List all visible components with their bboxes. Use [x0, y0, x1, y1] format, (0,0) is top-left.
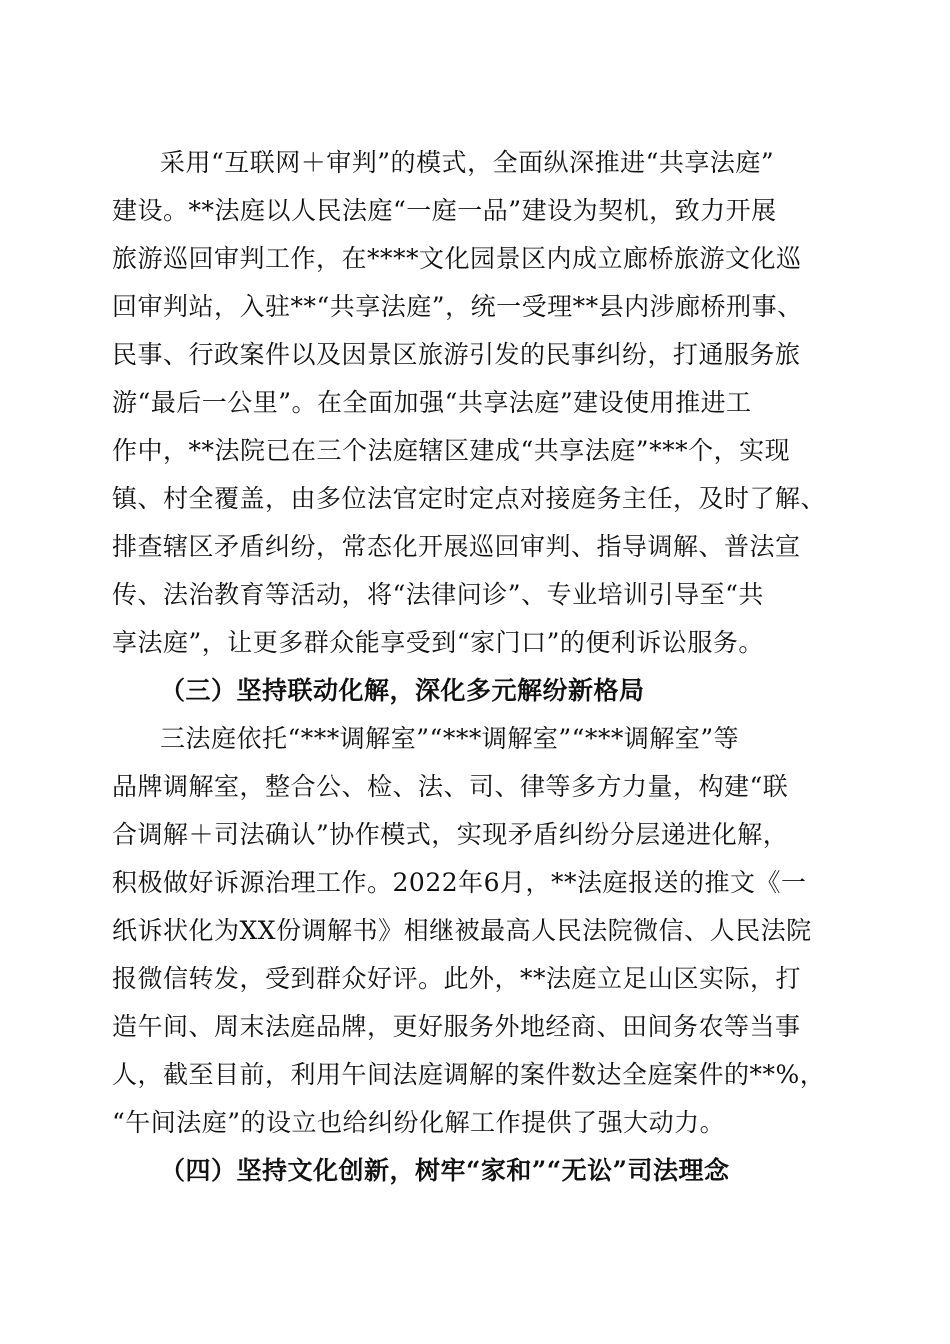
- paragraph-line: 积极做好诉源治理工作。2022年6月，**法庭报送的推文《一: [112, 868, 807, 897]
- paragraph-line: 建设。**法庭以人民法庭“一庭一品”建设为契机，致力开展: [112, 196, 777, 225]
- paragraph-line: 旅游巡回审判工作，在****文化园景区内成立廊桥旅游文化巡: [112, 244, 802, 273]
- section-heading-4: （四）坚持文化创新，树牢“家和”“无讼”司法理念: [160, 1156, 730, 1185]
- paragraph-line: 享法庭”，让更多群众能享受到“家门口”的便利诉讼服务。: [112, 628, 764, 657]
- paragraph-line: “午间法庭”的设立也给纠纷化解工作提供了强大动力。: [112, 1108, 726, 1137]
- section-heading-3: （三）坚持联动化解，深化多元解纷新格局: [160, 676, 645, 705]
- paragraph-line: 传、法治教育等活动，将“法律问诊”、专业培训引导至“共: [112, 580, 764, 609]
- paragraph-line: 报微信转发，受到群众好评。此外，**法庭立足山区实际，打: [112, 964, 802, 993]
- paragraph-line: 纸诉状化为XX份调解书》相继被最高人民法院微信、人民法院: [112, 916, 812, 945]
- paragraph-line: 三法庭依托“***调解室”“***调解室”“***调解室”等: [160, 724, 740, 753]
- paragraph-line: 排查辖区矛盾纠纷，常态化开展巡回审判、指导调解、普法宣: [112, 532, 801, 561]
- paragraph-line: 作中，**法院已在三个法庭辖区建成“共享法庭”***个，实现: [112, 436, 791, 465]
- paragraph-line: 游“最后一公里”。在全面加强“共享法庭”建设使用推进工: [112, 388, 752, 417]
- paragraph-line: 民事、行政案件以及因景区旅游引发的民事纠纷，打通服务旅: [112, 340, 801, 369]
- paragraph-line: 回审判站，入驻**“共享法庭”，统一受理**县内涉廊桥刑事、: [112, 292, 803, 321]
- paragraph-line: 合调解＋司法确认”协作模式，实现矛盾纠纷分层递进化解，: [112, 820, 789, 849]
- paragraph-line: 造午间、周末法庭品牌，更好服务外地经商、田间务农等当事: [112, 1012, 801, 1041]
- paragraph-line: 品牌调解室，整合公、检、法、司、律等多方力量，构建“联: [112, 772, 789, 801]
- paragraph-line: 镇、村全覆盖，由多位法官定时定点对接庭务主任，及时了解、: [112, 484, 827, 513]
- paragraph-line: 人，截至目前，利用午间法庭调解的案件数达全庭案件的**%，: [112, 1060, 826, 1089]
- paragraph-line: 采用“互联网＋审判”的模式，全面纵深推进“共享法庭”: [160, 148, 775, 177]
